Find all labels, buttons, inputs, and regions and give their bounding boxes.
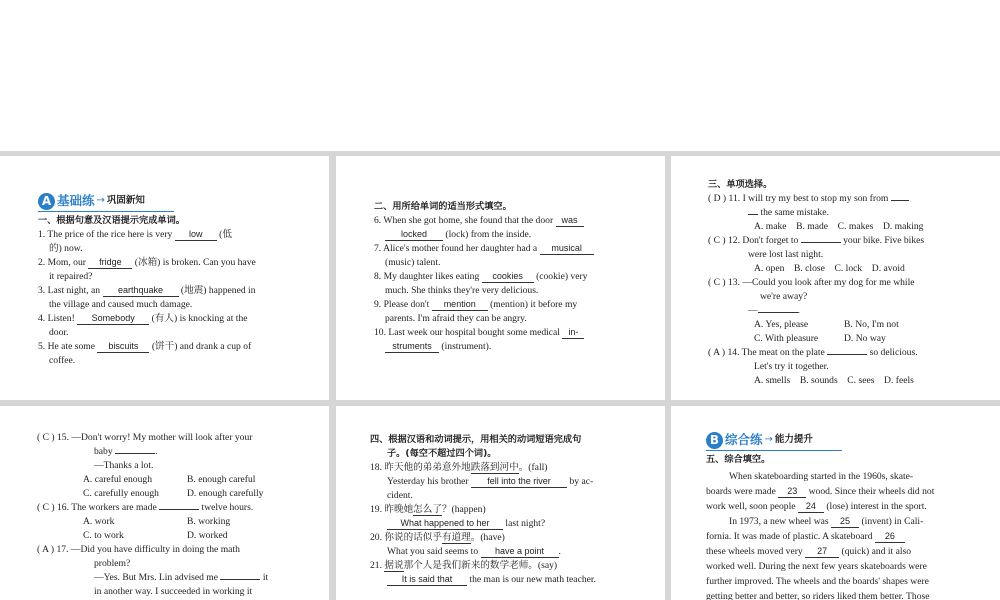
panel-comprehensive: B 综合练 → 能力提升 五、综合填空。 When skateboarding started in the 1960s, skate- boards were made 23 wood. Since their wheels did not work well, soon people 24 (lose) interest in the sport. In 1973, a new wheel was 25 (invent) in Cali- fornia. It was made of plastic. A skateboard 26 these wheels moved very 27 (quick) and it also worked well. During the next few years skateboards were further improved. The wheels and the boards' shapes were getting better and better, so riders liked them better. Those [671, 406, 1000, 600]
answer-blank [220, 579, 260, 580]
question-19: 19. 昨晚她怎么了？(happen) [370, 504, 486, 515]
panel-basic-practice: A 基础练 → 巩固新知 一、根据句意及汉语提示完成单词。 1. The price of the rice here is very low (低 的) now. 2. Mom, our fridge (冰箱) is broken. Can you have it repaired? 3. Last night, an earthquake (地震) happened in the village and caused much damage. 4. Listen! Somebody (有人) is knocking at the door. 5. He ate some biscuits (饼干) and drank a cup of coffee. [0, 156, 329, 400]
question-6: 6. When she got home, she found that the door was [374, 214, 630, 228]
answer-mark: ( C ) [708, 277, 726, 288]
section-heading: 五、综合填空。 [706, 454, 771, 465]
question-20: 20. 你说的话似乎有道理。(have) [370, 532, 505, 543]
badge-title: 综合练 [725, 432, 763, 447]
badge-subtitle: 能力提升 [774, 434, 813, 445]
question-16: ( C ) 16. The workers are made twelve hours. [37, 502, 254, 513]
section-a-badge [38, 192, 294, 210]
panel-multiple-choice: 三、单项选择。 ( D ) 11. I will try my best to stop my son from the same mistake. A. make B. made C. makes D. making ( C ) 12. Don't forget to your bike. Five bikes were lost last night. A. open B. close C. lock D. avoid ( C ) 13. —Could you look after my dog for me while we're away? — . A. Yes, please B. No, I'm not C. With pleasure D. No way ( A ) 14. The meat on the plate so delicious. Let's try it together. A. smells B. sounds C. sees D. feels [671, 156, 1000, 400]
badge-underline [38, 211, 174, 212]
panel-word-forms: 二、用所给单词的适当形式填空。 6. When she got home, she found that the door was locked (lock) from the inside. 7. Alice's mother found her daughter had a musical (music) talent. 8. My daughter likes eating cookies (cookie) very much. She thinks they're very delicious. 9. Please don't mention (mention) it before my parents. I'm afraid they can be angry. 10. Last week our hospital bought some medical in- struments (instrument). [336, 156, 665, 400]
answer-blank [748, 214, 758, 215]
answer-blank: low [175, 229, 217, 241]
question-3: 3. Last night, an earthquake (地震) happened in [38, 285, 256, 296]
panel-multiple-choice-cont: ( C ) 15. —Don't worry! My mother will look after your baby . —Thanks a lot. A. careful enough B. enough careful C. carefully enough D. enough carefully ( C ) 16. The workers are made twelve hours. A. work B. working C. to work D. worked ( A ) 17. —Did you have difficulty in doing the math problem? —Yes. But Mrs. Lin advised me it in another way. I succeeded in working it [0, 406, 329, 600]
answer-blank: What happened to her [387, 518, 503, 530]
panel-verb-phrases: 四、根据汉语和动词提示，用相关的动词短语完成句 子。(每空不超过四个词)。 18. 昨天他的弟弟意外地跌落到河中。(fall) Yesterday his brother fell into the river by ac- cident. 19. 昨晚她怎么了？(happen) What happened to her last night? 20. 你说的话似乎有道理。(have) What you said seems to have a point . 21. 据说那个人是我们新来的数学老师。(say) It is said that the man is our new math teacher. [336, 406, 665, 600]
answer-blank: 26 [875, 531, 905, 543]
answer-blank [159, 509, 199, 510]
question-2: 2. Mom, our fridge (冰箱) is broken. Can you have [38, 257, 256, 268]
options: C. carefully enough D. enough carefully [83, 488, 264, 499]
badge-title: 基础练 [57, 193, 95, 208]
section-b-badge [706, 431, 960, 449]
answer-blank: locked [385, 229, 443, 241]
badge-subtitle: 巩固新知 [106, 195, 145, 206]
options: A. careful enough B. enough careful [83, 474, 256, 485]
question-17: ( A ) 17. —Did you have difficulty in doing the math [37, 544, 240, 555]
answer-blank: biscuits [97, 341, 149, 353]
options: C. to work D. worked [83, 530, 228, 541]
question-12: ( C ) 12. Don't forget to your bike. Five bikes [708, 235, 925, 246]
question-7: 7. Alice's mother found her daughter had a musical [374, 242, 630, 256]
answer-blank [827, 354, 867, 355]
answer-blank [115, 453, 155, 454]
question-11: ( D ) 11. I will try my best to stop my son from [708, 192, 970, 206]
question-15: ( C ) 15. —Don't worry! My mother will look after your [37, 432, 253, 443]
badge-letter-a: A [38, 193, 55, 210]
answer-blank: fridge [88, 257, 132, 269]
options: A. Yes, please B. No, I'm not [754, 319, 899, 330]
question-18: 18. 昨天他的弟弟意外地跌落到河中。(fall) [370, 462, 548, 473]
badge-underline [706, 450, 842, 451]
options: A. open B. close C. lock D. avoid [754, 263, 905, 274]
answer-blank: struments [385, 341, 439, 353]
question-10: 10. Last week our hospital bought some medical in- [374, 326, 630, 340]
question-14: ( A ) 14. The meat on the plate so delicious. [708, 347, 918, 358]
answer-mark: ( C ) [37, 432, 55, 443]
question-5: 5. He ate some biscuits (饼干) and drank a cup of [38, 341, 252, 352]
answer-blank: 25 [831, 516, 859, 528]
answer-mark: ( C ) [708, 235, 726, 246]
question-1: 1. The price of the rice here is very low (低 [38, 229, 232, 240]
answer-blank: Somebody [77, 313, 149, 325]
section-heading: 三、单项选择。 [708, 179, 773, 190]
badge-letter-b: B [706, 432, 723, 449]
options: A. smells B. sounds C. sees D. feels [754, 375, 914, 386]
answer-mark: ( A ) [708, 347, 726, 358]
answer-blank: have a point [481, 546, 559, 558]
question-21: 21. 据说那个人是我们新来的数学老师。(say) [370, 560, 558, 571]
options: A. make B. made C. makes D. making [754, 221, 924, 232]
options: C. With pleasure D. No way [754, 333, 886, 344]
section-heading: 四、根据汉语和动词提示，用相关的动词短语完成句 [370, 434, 582, 445]
answer-mark: ( D ) [708, 193, 727, 204]
arrow-right-icon: → [764, 434, 773, 445]
answer-blank [758, 312, 798, 313]
answer-blank [891, 200, 909, 201]
section-heading: 二、用所给单词的适当形式填空。 [374, 201, 512, 212]
answer-blank: mention [432, 299, 488, 311]
question-13: ( C ) 13. —Could you look after my dog for me while [708, 277, 915, 288]
answer-blank [801, 242, 841, 243]
answer-blank: 23 [778, 486, 806, 498]
question-9: 9. Please don't mention (mention) it before my [374, 299, 578, 310]
section-heading: 一、根据句意及汉语提示完成单词。 [38, 215, 185, 226]
answer-blank: 27 [805, 546, 839, 558]
answer-blank: It is said that [387, 574, 467, 586]
answer-blank: in- [562, 327, 584, 339]
question-4: 4. Listen! Somebody (有人) is knocking at the [38, 313, 248, 324]
answer-blank: was [556, 215, 584, 227]
answer-mark: ( C ) [37, 502, 55, 513]
answer-blank: earthquake [103, 285, 179, 297]
question-8: 8. My daughter likes eating cookies (cookie) very [374, 271, 588, 282]
answer-blank: cookies [482, 271, 534, 283]
answer-blank: 24 [798, 501, 824, 513]
answer-blank: fell into the river [471, 476, 567, 488]
arrow-right-icon: → [96, 195, 105, 206]
options: A. work B. working [83, 516, 231, 527]
answer-mark: ( A ) [37, 544, 55, 555]
answer-blank: musical [540, 243, 594, 255]
